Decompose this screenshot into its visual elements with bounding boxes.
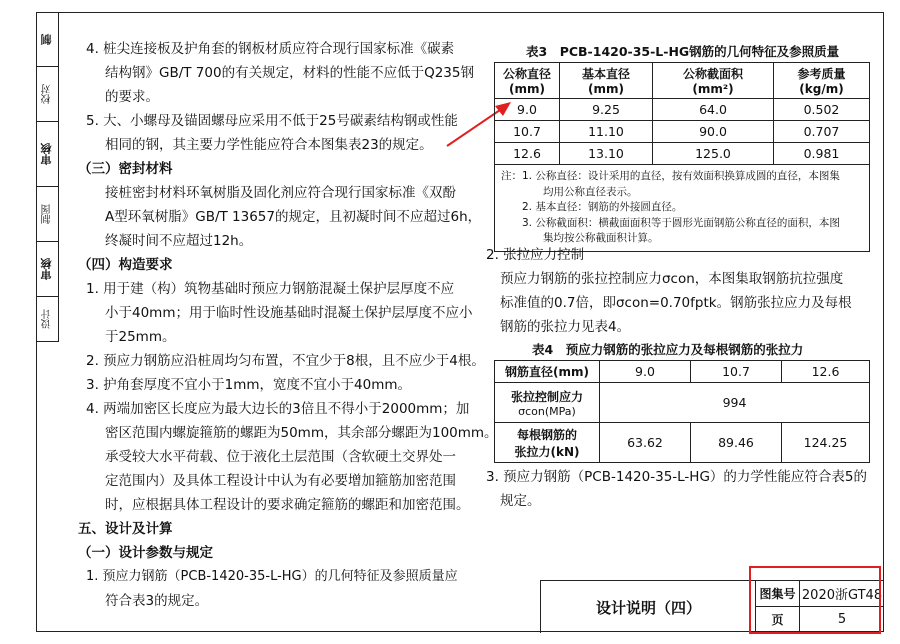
text-line: 承受较大水平荷载、位于液化土层范围（含软硬土交界处一 [105, 449, 456, 465]
text-line: 规定。 [500, 493, 541, 509]
text-line: 相同的钢，其主要力学性能应符合本图集表23的规定。 [105, 137, 433, 153]
table-row [495, 383, 870, 423]
table-row [495, 423, 870, 463]
note-line: 3. 公称截面积：横截面面积等于圆形光面钢筋公称直径的面积，本图 [501, 216, 840, 229]
table-cell: 90.0 [653, 121, 774, 143]
text-line: 3. 护角套厚度不宜小于1mm，宽度不宜小于40mm。 [86, 377, 412, 393]
table3-title: 表3 PCB-1420-35-L-HG钢筋的几何特征及参照质量 [526, 44, 840, 59]
section-heading: （一）设计参数与规定 [78, 545, 213, 561]
table-cell: 125.0 [653, 143, 774, 165]
table-cell: 10.7 [691, 361, 782, 383]
text-line: 时，应根据具体工程设计的要求确定箍筋的螺距和加密范围。 [105, 497, 470, 513]
table-cell: 0.981 [774, 143, 870, 165]
text-line: 的要求。 [105, 89, 159, 105]
page-number-value: 5 [799, 606, 884, 632]
table-cell: 9.0 [495, 99, 560, 121]
table-row [495, 99, 870, 121]
page-label: 页 [755, 606, 799, 632]
text-line: 结构钢》GB/T 700的有关规定，材料的性能不应低于Q235钢 [105, 65, 474, 81]
table-cell: 12.6 [495, 143, 560, 165]
text-line: 标准值的0.7倍，即σcon=0.70fptk。钢筋张拉应力及每根 [500, 295, 852, 311]
note-line: 均用公称直径表示。 [501, 185, 638, 198]
text-line: 接桩密封材料环氧树脂及固化剂应符合现行国家标准《双酚 [105, 185, 456, 201]
drawing-title: 设计说明（四） [540, 580, 756, 633]
signature-strip [36, 12, 59, 342]
note-line: 2. 基本直径：钢筋的外接圆直径。 [501, 201, 683, 213]
section-heading: （四）构造要求 [78, 257, 173, 273]
table-cell: 994 [600, 383, 870, 423]
table4 [494, 360, 870, 463]
text-line: 钢筋的张拉力见表4。 [500, 319, 631, 335]
side-cell-3: 审核 [36, 122, 58, 187]
table4-row-label: 每根钢筋的 张拉力(kN) [495, 423, 600, 463]
text-line: 2. 张拉应力控制 [486, 247, 585, 263]
text-line: 5. 大、小螺母及锚固螺母应采用不低于25号碳素结构钢或性能 [86, 113, 458, 129]
text-line: 1. 预应力钢筋（PCB-1420-35-L-HG）的几何特征及参照质量应 [86, 569, 458, 584]
text-line: 1. 用于建（构）筑物基础时预应力钢筋混凝土保护层厚度不应 [86, 281, 455, 297]
note-line: 注：1. 公称直径：设计采用的直径，按有效面积换算成圆的直径，本图集 [501, 170, 840, 182]
table3-notes [495, 165, 870, 252]
text-line: 于25mm。 [105, 329, 176, 345]
table3-header: 公称截面积 (mm²) [653, 63, 774, 99]
table-row [495, 121, 870, 143]
table-cell: 11.10 [560, 121, 653, 143]
table4-title: 表4 预应力钢筋的张拉应力及每根钢筋的张拉力 [532, 342, 804, 357]
atlas-number-label: 图集号 [755, 580, 799, 606]
table3-header: 公称直径 (mm) [495, 63, 560, 99]
side-cell-4: 制图 [36, 187, 58, 242]
text-line: 3. 预应力钢筋（PCB-1420-35-L-HG）的力学性能应符合表5的 [486, 469, 868, 485]
table-cell: 12.6 [782, 361, 870, 383]
note-line: 集均按公称截面积计算。 [501, 232, 659, 244]
table-cell: 64.0 [653, 99, 774, 121]
section-heading: （三）密封材料 [78, 161, 173, 177]
table4-row-label: 张拉控制应力 σcon(MPa) [495, 383, 600, 423]
table-cell: 63.62 [600, 423, 691, 463]
text-line: 密区范围内螺旋箍筋的螺距为50mm，其余部分螺距为100mm。 [105, 425, 498, 441]
text-line: A型环氧树脂》GB/T 13657的规定，且初凝时间不应超过6h， [105, 209, 482, 225]
side-cell-2: 校对 [36, 67, 58, 122]
table4-header: 钢筋直径(mm) [495, 361, 600, 383]
table-cell: 10.7 [495, 121, 560, 143]
table-cell: 13.10 [560, 143, 653, 165]
text-line: 符合表3的规定。 [105, 593, 209, 609]
table-cell: 89.46 [691, 423, 782, 463]
text-line: 2. 预应力钢筋应沿桩周均匀布置，不宜少于8根，且不应少于4根。 [86, 353, 485, 369]
section-heading: 五、设计及计算 [78, 521, 173, 537]
text-line: 4. 两端加密区长度应为最大边长的3倍且不得小于2000mm；加 [86, 401, 470, 417]
side-cell-5: 审核 [36, 242, 58, 297]
table3-header: 参考质量 (kg/m) [774, 63, 870, 99]
table-cell: 9.25 [560, 99, 653, 121]
highlight-box [749, 566, 881, 634]
table3 [494, 62, 870, 252]
text-line: 小于40mm；用于临时性设施基础时混凝土保护层厚度不应小 [105, 305, 473, 321]
table-row [495, 361, 870, 383]
atlas-number-value: 2020浙GT48 [799, 580, 884, 606]
text-line: 预应力钢筋的张拉控制应力σcon，本图集取钢筋抗拉强度 [500, 271, 844, 287]
text-line: 4. 桩尖连接板及护角套的钢板材质应符合现行国家标准《碳素 [86, 41, 455, 57]
text-line: 定范围内）及具体工程设计中认为有必要增加箍筋加密范围 [105, 473, 456, 489]
text-line: 终凝时间不应超过12h。 [105, 233, 253, 249]
table-cell: 0.707 [774, 121, 870, 143]
table-cell: 9.0 [600, 361, 691, 383]
side-cell-6: 设计 [36, 297, 58, 342]
side-cell-1: 制 [36, 12, 58, 67]
table-cell: 124.25 [782, 423, 870, 463]
table3-header: 基本直径 (mm) [560, 63, 653, 99]
table-cell: 0.502 [774, 99, 870, 121]
table-row [495, 143, 870, 165]
